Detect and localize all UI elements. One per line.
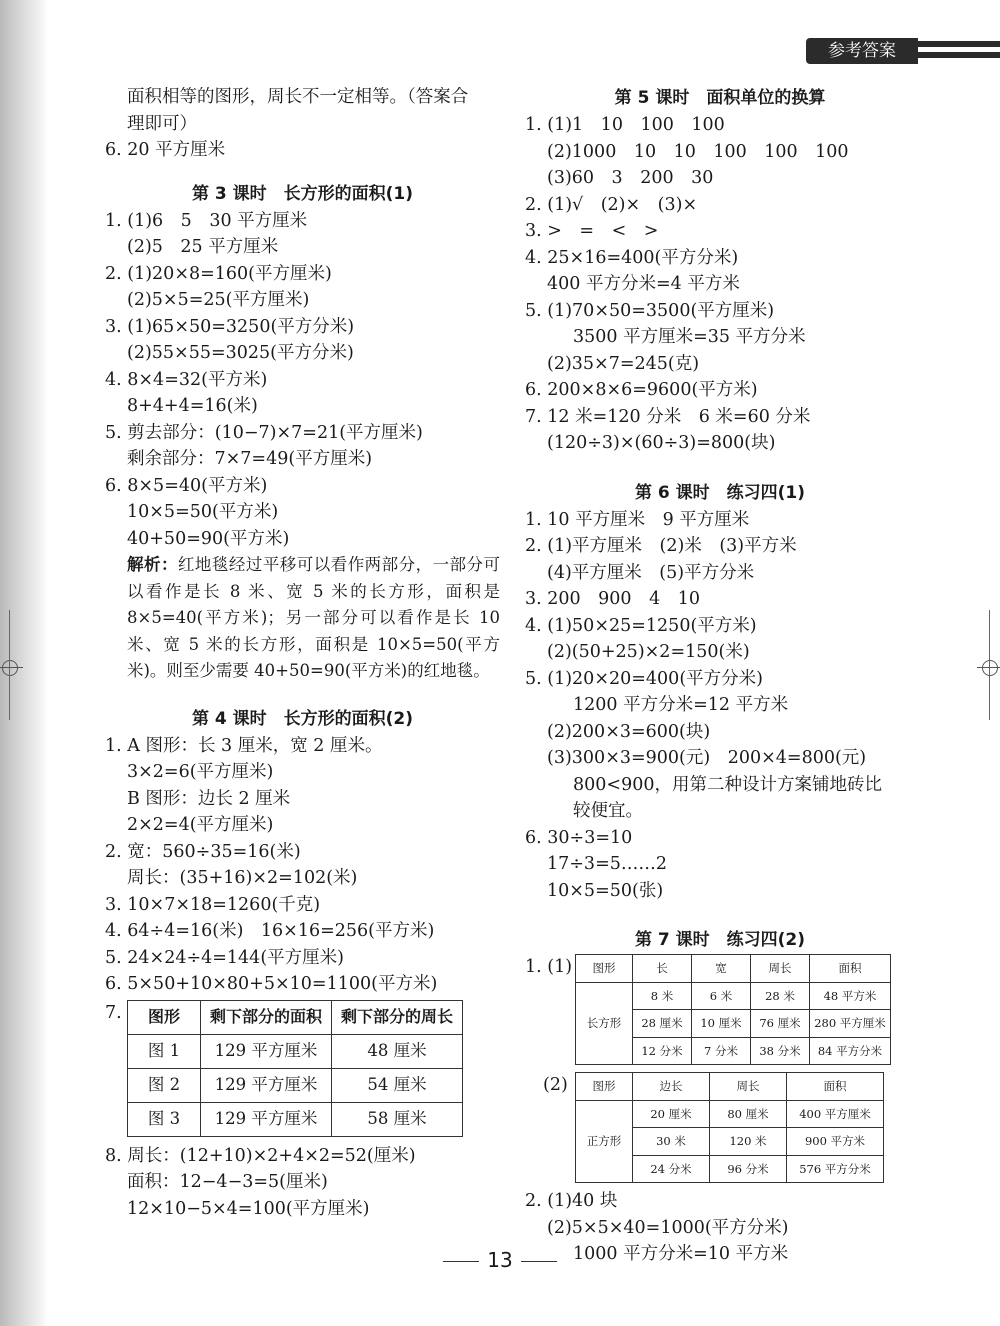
answer-line: 6. 5×50+10×80+5×10=1100(平方米): [105, 974, 438, 994]
section-title: 第 7 课时 练习四(2): [634, 930, 806, 950]
trim-line: [9, 610, 10, 720]
table-cell: 28 厘米: [633, 1010, 692, 1038]
table-header-cell: 图形: [576, 955, 633, 983]
answer-line: 2×2=4(平方厘米): [127, 815, 274, 835]
table-header-cell: 面积: [810, 955, 891, 983]
answer-line: 800<900，用第二种设计方案铺地砖比: [573, 774, 882, 795]
answer-line: 3. > = < >: [525, 221, 659, 241]
answer-key-label: 参考答案: [806, 38, 918, 64]
analysis-label: 解析：: [127, 555, 178, 574]
analysis-text: 红地毯经过平移可以看作两部分，一部分可以看作是长 8 米、宽 5 米的长方形，面积是 8×5=40(平方米)；另一部分可以看作是长 10 米、宽 5 米的长方形，面积是 10×5=50(平方米)。则至少需要 40+50=90(平方米)的红地毯。: [127, 555, 501, 680]
table-cell: 80 厘米: [710, 1100, 787, 1128]
table-cell: 900 平方米: [787, 1128, 884, 1156]
question-7: [105, 1000, 500, 1137]
table-cell: 48 平方米: [810, 982, 891, 1010]
answer-line: B 图形：边长 2 厘米: [127, 788, 291, 809]
table-cell: 长方形: [576, 982, 633, 1065]
answer-line: 12×10−5×4=100(平方厘米): [127, 1198, 370, 1219]
answer-line: 5. 24×24÷4=144(平方厘米): [105, 947, 344, 968]
answer-key-tab: [806, 38, 1000, 64]
table-cell: 30 米: [633, 1128, 710, 1156]
analysis-paragraph: [105, 552, 500, 685]
answer-line: 400 平方分米=4 平方米: [547, 274, 740, 294]
table-header-cell: 剩下部分的面积: [201, 1000, 332, 1034]
table-cell: 76 厘米: [751, 1010, 810, 1038]
table-row: [576, 1100, 884, 1128]
answer-line: (2)55×55=3025(平方分米): [127, 343, 354, 363]
remaining-area-table: [127, 1000, 463, 1137]
answer-line: 1. (1)1 10 100 100: [525, 115, 725, 135]
table-cell: 28 米: [751, 982, 810, 1010]
section-title: 第 3 课时 长方形的面积(1): [191, 183, 414, 204]
square-table: [575, 1072, 884, 1183]
answer-line: 4. 64÷4=16(米) 16×16=256(平方米): [105, 921, 435, 941]
right-column: [525, 84, 915, 1268]
answer-line: (2)200×3=600(块): [547, 721, 711, 742]
table-header-cell: 周长: [710, 1073, 787, 1101]
answer-line: 4. 25×16=400(平方分米): [525, 247, 739, 268]
answer-line: 3500 平方厘米=35 平方分米: [573, 327, 806, 347]
rectangle-table: [575, 954, 891, 1065]
table-cell: 96 分米: [710, 1155, 787, 1183]
table-row: [128, 1102, 463, 1136]
registration-mark-icon: [2, 660, 18, 676]
table-header-cell: 剩下部分的周长: [332, 1000, 463, 1034]
answer-line: 5. 剪去部分：(10−7)×7=21(平方厘米): [105, 422, 423, 443]
answer-line: 40+50=90(平方米): [127, 528, 290, 549]
answer-line: 2. (1)20×8=160(平方厘米): [105, 263, 332, 284]
answer-line: 3×2=6(平方厘米): [127, 762, 274, 782]
question-number: 7.: [105, 1002, 122, 1023]
table-cell: 10 厘米: [692, 1010, 751, 1038]
answer-line: 较便宜。: [573, 801, 643, 821]
table-cell: 12 分米: [633, 1037, 692, 1065]
table-cell: 400 平方厘米: [787, 1100, 884, 1128]
table-cell: 84 平方分米: [810, 1037, 891, 1065]
table-cell: 129 平方厘米: [201, 1102, 332, 1136]
answer-line: 3. 200 900 4 10: [525, 589, 700, 609]
question-number: (2): [543, 1075, 568, 1095]
answer-line: (2)5×5×40=1000(平方分米): [547, 1217, 789, 1238]
answer-line: (2)1000 10 10 100 100 100: [547, 141, 849, 162]
question-1-part-1: [525, 954, 915, 1064]
table-cell: 280 平方厘米: [810, 1010, 891, 1038]
answer-line: 1. 10 平方厘米 9 平方厘米: [525, 509, 750, 530]
table-header-cell: 图形: [128, 1000, 201, 1034]
answer-line: 6. 8×5=40(平方米): [105, 475, 268, 496]
question-number: 1. (1): [525, 957, 573, 977]
table-row: [128, 1068, 463, 1102]
table-cell: 8 米: [633, 982, 692, 1010]
answer-line: 1000 平方分米=10 平方米: [573, 1244, 789, 1264]
answer-line: (2)(50+25)×2=150(米): [547, 642, 750, 662]
table-header-row: [576, 955, 891, 983]
answer-line: 剩余部分：7×7=49(平方厘米): [127, 449, 373, 469]
answer-line: 2. (1)√ (2)× (3)×: [525, 194, 698, 215]
table-cell: 38 分米: [751, 1037, 810, 1065]
table-cell: 正方形: [576, 1100, 633, 1183]
table-header-cell: 图形: [576, 1073, 633, 1101]
answer-line: (2)35×7=245(克): [547, 353, 700, 374]
answer-line: 8. 周长：(12+10)×2+4×2=52(厘米): [105, 1145, 416, 1166]
answer-line: 5. (1)70×50=3500(平方厘米): [525, 300, 775, 321]
table-cell: 576 平方分米: [787, 1155, 884, 1183]
answer-line: 2. (1)40 块: [525, 1191, 618, 1211]
left-column: [105, 84, 500, 1222]
answer-line: 面积相等的图形，周长不一定相等。（答案合: [127, 87, 469, 107]
table-cell: 图 3: [128, 1102, 201, 1136]
answer-line: 1200 平方分米=12 平方米: [573, 695, 789, 715]
table-row: [128, 1034, 463, 1068]
answer-line: 3. (1)65×50=3250(平方分米): [105, 316, 355, 337]
table-header-cell: 周长: [751, 955, 810, 983]
table-header-cell: 边长: [633, 1073, 710, 1101]
answer-line: (3)300×3=900(元) 200×4=800(元): [547, 748, 867, 768]
table-header-cell: 宽: [692, 955, 751, 983]
registration-mark-icon: [982, 660, 998, 676]
answer-line: 2. (1)平方厘米 (2)米 (3)平方米: [525, 536, 797, 556]
answer-line: (4)平方厘米 (5)平方分米: [547, 562, 755, 583]
answer-line: 1. (1)6 5 30 平方厘米: [105, 210, 308, 231]
answer-line: (2)5 25 平方厘米: [127, 237, 279, 257]
table-cell: 图 1: [128, 1034, 201, 1068]
table-cell: 54 厘米: [332, 1068, 463, 1102]
answer-line: 6. 200×8×6=9600(平方米): [525, 380, 758, 400]
answer-line: 4. 8×4=32(平方米): [105, 369, 268, 390]
table-header-row: [128, 1000, 463, 1034]
table-cell: 7 分米: [692, 1037, 751, 1065]
table-row: [576, 982, 891, 1010]
table-cell: 120 米: [710, 1128, 787, 1156]
table-header-cell: 面积: [787, 1073, 884, 1101]
answer-line: (3)60 3 200 30: [547, 168, 714, 188]
answer-line: 7. 12 米=120 分米 6 米=60 分米: [525, 406, 811, 427]
answer-line: 10×5=50(平方米): [127, 502, 279, 522]
table-cell: 129 平方厘米: [201, 1034, 332, 1068]
answer-line: 3. 10×7×18=1260(千克): [105, 894, 321, 915]
answer-line: 6. 30÷3=10: [525, 827, 633, 848]
answer-line: 1. A 图形：长 3 厘米，宽 2 厘米。: [105, 735, 383, 756]
answer-line: (120÷3)×(60÷3)=800(块): [547, 433, 776, 453]
table-header-cell: 长: [633, 955, 692, 983]
answer-line: 10×5=50(张): [547, 880, 664, 901]
header-stripe: [918, 52, 1000, 58]
answer-line: 4. (1)50×25=1250(平方米): [525, 615, 757, 636]
table-cell: 图 2: [128, 1068, 201, 1102]
answer-line: 17÷3=5……2: [547, 854, 667, 874]
trim-line: [989, 610, 990, 720]
table-cell: 6 米: [692, 982, 751, 1010]
answer-line: 面积：12−4−3=5(厘米): [127, 1172, 328, 1192]
answer-line: 8+4+4=16(米): [127, 396, 258, 416]
answer-line: 5. (1)20×20=400(平方分米): [525, 668, 763, 689]
answer-line: 6. 20 平方厘米: [105, 140, 226, 160]
section-title: 第 4 课时 长方形的面积(2): [191, 708, 414, 729]
table-cell: 24 分米: [633, 1155, 710, 1183]
answer-line: 周长：(35+16)×2=102(米): [127, 868, 358, 888]
table-cell: 48 厘米: [332, 1034, 463, 1068]
answer-line: 理即可）: [127, 113, 197, 134]
question-1-part-2: [525, 1072, 915, 1178]
table-cell: 20 厘米: [633, 1100, 710, 1128]
section-title: 第 6 课时 练习四(1): [634, 482, 806, 503]
section-title: 第 5 课时 面积单位的换算: [614, 88, 826, 108]
answer-line: (2)5×5=25(平方厘米): [127, 290, 310, 310]
table-header-row: [576, 1073, 884, 1101]
page-number: 13: [0, 1248, 1000, 1272]
table-cell: 129 平方厘米: [201, 1068, 332, 1102]
answer-line: 2. 宽：560÷35=16(米): [105, 841, 301, 862]
header-stripe: [918, 41, 1000, 47]
table-cell: 58 厘米: [332, 1102, 463, 1136]
